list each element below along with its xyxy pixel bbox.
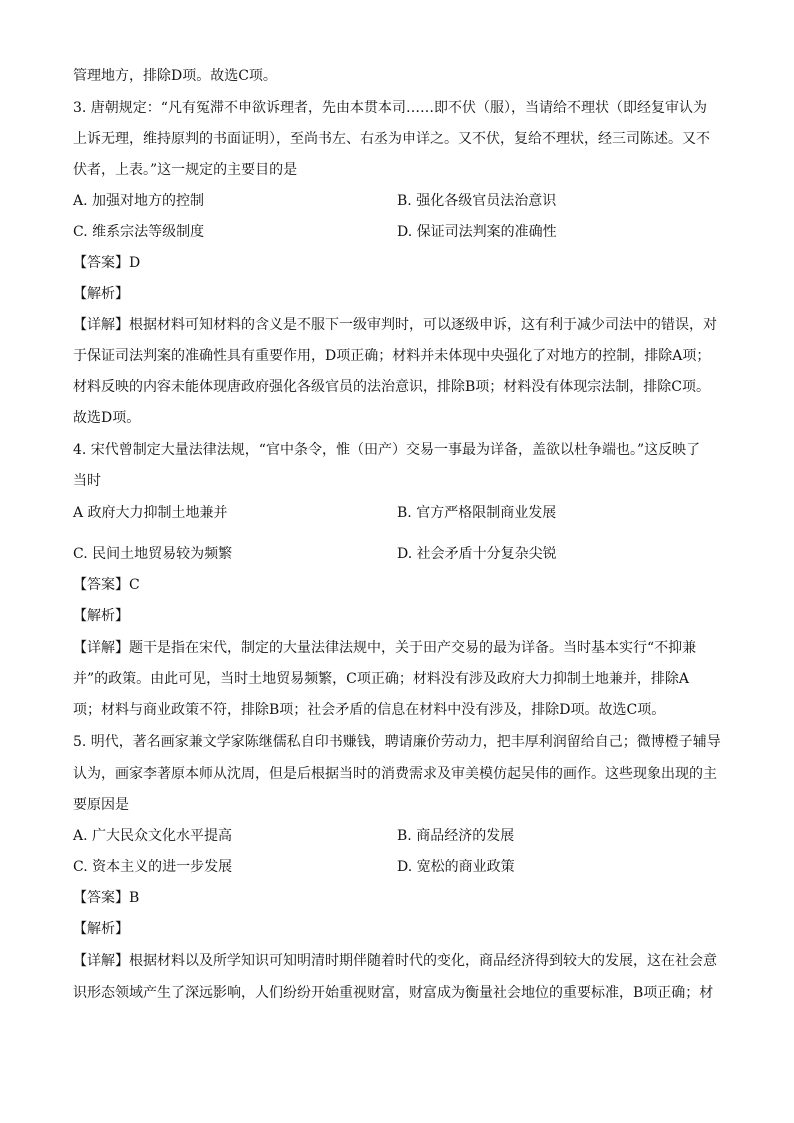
- q4-detail-line-1: 【详解】题干是指在宋代，制定的大量法律法规中，关于田产交易的最为详备。当时基本实行“不抑兼: [73, 640, 697, 656]
- q4-option-a: A 政府大力抑制土地兼并: [73, 505, 228, 521]
- q3-option-c: C. 维系宗法等级制度: [73, 224, 205, 240]
- q4-stem-line-2: 当时: [73, 473, 101, 489]
- q4-stem-line-1: 4. 宋代曾制定大量法律法规，“官中条令，惟（田产）交易一事最为详备，盖欲以杜争端也。”这反映了: [73, 442, 701, 458]
- q5-stem-line-1: 5. 明代，著名画家兼文学家陈继儒私自印书赚钱，聘请廉价劳动力，把丰厚利润留给自己；微博橙子辅导: [73, 734, 721, 750]
- q5-option-b: B. 商品经济的发展: [397, 828, 515, 844]
- q3-stem-line-3: 伏者，上表。”这一规定的主要目的是: [73, 162, 298, 178]
- q4-detail-line-2: 并”的政策。由此可见，当时土地贸易频繁，C项正确；材料没有涉及政府大力抑制土地兼并，排除A: [73, 671, 689, 687]
- q4-answer: 【答案】C: [73, 577, 140, 593]
- q3-option-a: A. 加强对地方的控制: [73, 193, 205, 209]
- q5-detail-line-2: 识形态领域产生了深远影响，人们纷纷开始重视财富，财富成为衡量社会地位的重要标准，B项正确；材: [73, 985, 714, 1001]
- q5-answer: 【答案】B: [73, 890, 140, 906]
- q4-detail-line-3: 项；材料与商业政策不符，排除B项；社会矛盾的信息在材料中没有涉及，排除D项。故选C项。: [73, 702, 666, 718]
- q5-option-d: D. 宽松的商业政策: [397, 859, 515, 875]
- q5-option-a: A. 广大民众文化水平提高: [73, 828, 233, 844]
- q5-detail-line-1: 【详解】根据材料以及所学知识可知明清时期伴随着时代的变化，商品经济得到较大的发展，这在社会意: [73, 953, 717, 969]
- q3-stem-line-1: 3. 唐朝规定：“凡有冤滞不申欲诉理者，先由本贯本司……即不伏（服），当请给不理状（即经复审认为: [73, 100, 707, 116]
- q3-detail-line-2: 于保证司法判案的准确性具有重要作用，D项正确；材料并未体现中央强化了对地方的控制，排除A项；: [73, 348, 711, 364]
- q3-option-b: B. 强化各级官员法治意识: [397, 193, 557, 209]
- q3-detail-line-3: 材料反映的内容未能体现唐政府强化各级官员的法治意识，排除B项；材料没有体现宗法制，排除C项。: [73, 379, 710, 395]
- q4-option-c: C. 民间土地贸易较为频繁: [73, 546, 233, 562]
- q3-detail-line-1: 【详解】根据材料可知材料的含义是不服下一级审判时，可以逐级申诉，这有利于减少司法中的错误，对: [73, 317, 717, 333]
- q3-detail-line-4: 故选D项。: [73, 410, 141, 426]
- q5-stem-line-3: 要原因是: [73, 797, 129, 813]
- q5-stem-line-2: 认为，画家李著原本师从沈周，但是后根据当时的消费需求及审美模仿起吴伟的画作。这些现象出现的主: [73, 766, 717, 782]
- q3-analysis-label: 【解析】: [73, 286, 129, 302]
- q4-analysis-label: 【解析】: [73, 608, 129, 624]
- q5-option-c: C. 资本主义的进一步发展: [73, 859, 233, 875]
- q4-option-d: D. 社会矛盾十分复杂尖锐: [397, 546, 557, 562]
- intro-line: 管理地方，排除D项。故选C项。: [73, 68, 277, 84]
- q3-answer: 【答案】D: [73, 255, 141, 271]
- q3-option-d: D. 保证司法判案的准确性: [397, 224, 557, 240]
- q5-analysis-label: 【解析】: [73, 921, 129, 937]
- q3-stem-line-2: 上诉无理，维持原判的书面证明），至尚书左、右丞为申详之。又不伏，复给不理状，经三司陈述。又不: [73, 131, 710, 147]
- q4-option-b: B. 官方严格限制商业发展: [397, 505, 557, 521]
